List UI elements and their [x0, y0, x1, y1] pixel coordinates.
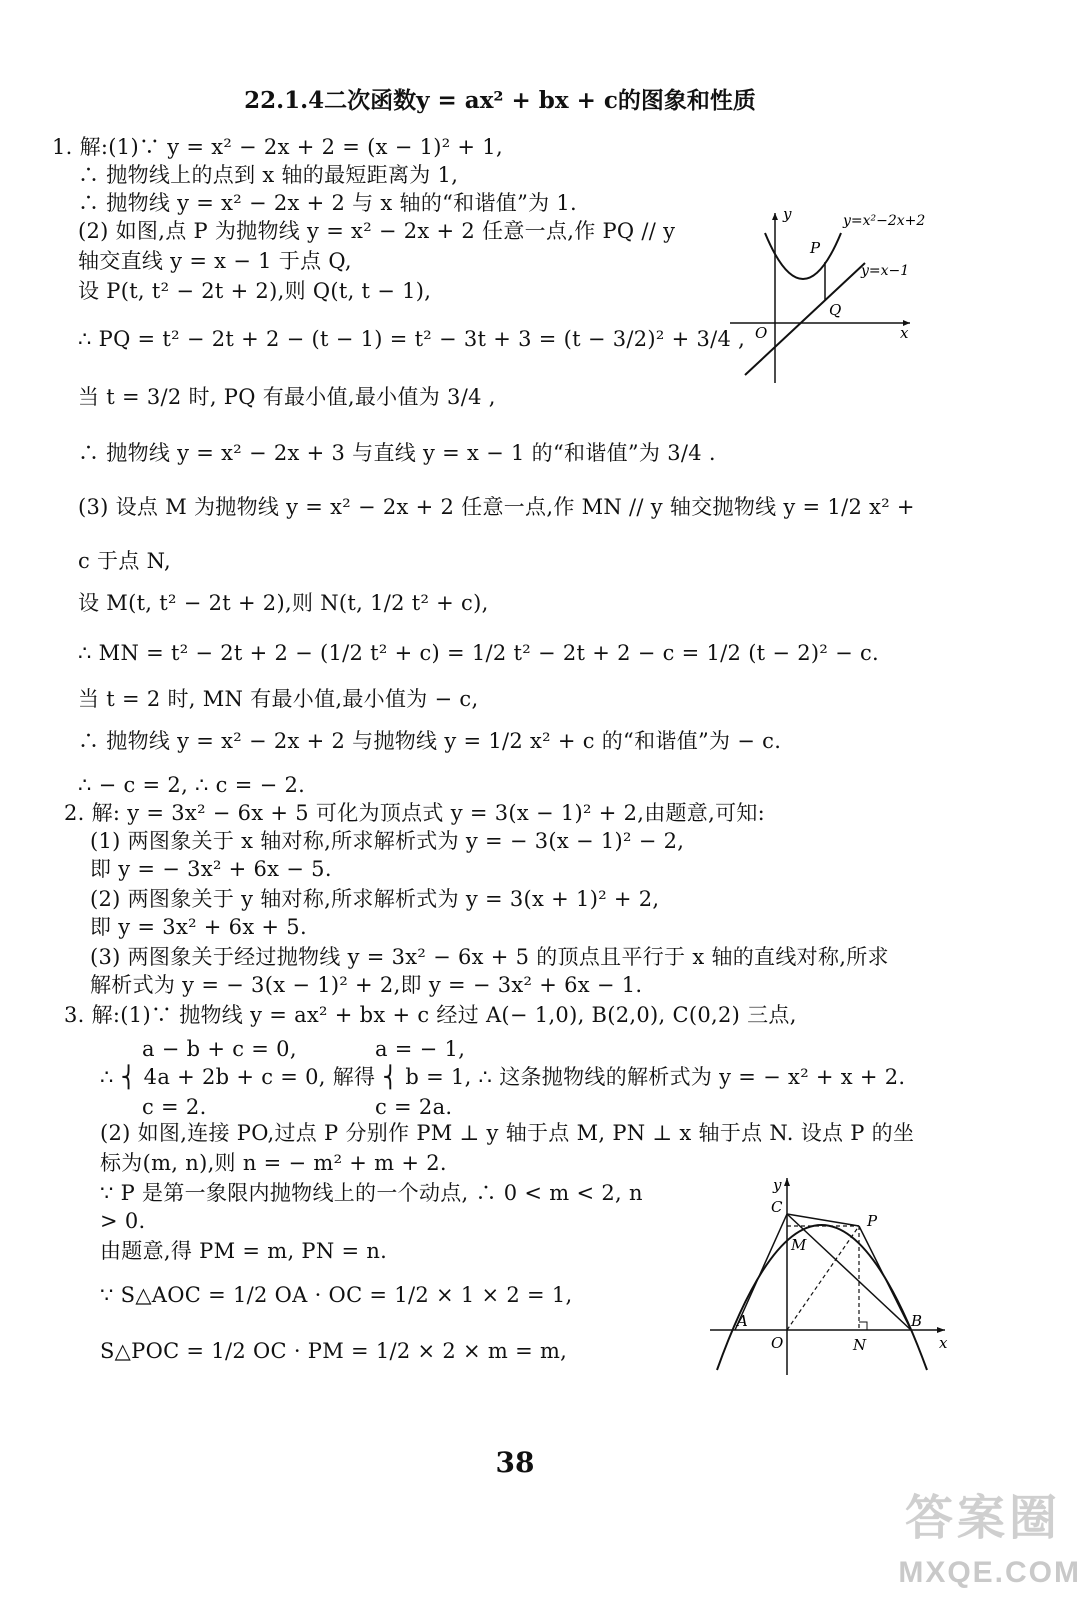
text-line: ∴ ⎨ 4a + 2b + c = 0, 解得 ⎨ b = 1, ∴ 这条抛物线的解析式为 y = − x² + x + 2. [100, 1065, 906, 1089]
text-line: (2) 如图,连接 PO,过点 P 分别作 PM ⊥ y 轴于点 M, PN ⊥ x 轴于点 N. 设点 P 的坐 [100, 1121, 915, 1145]
text-line: 3. 解:(1)∵ 抛物线 y = ax² + bx + c 经过 A(− 1,0), B(2,0), C(0,2) 三点, [64, 1003, 797, 1027]
curve-equation-label: y=x²−2x+2 [843, 213, 926, 229]
text-line: 即 y = 3x² + 6x + 5. [90, 915, 307, 939]
text-line: (2) 如图,点 P 为抛物线 y = x² − 2x + 2 任意一点,作 PQ // y [78, 219, 676, 243]
text-line: 1. 解:(1)∵ y = x² − 2x + 2 = (x − 1)² + 1, [52, 135, 503, 159]
point-p-label: P [867, 1212, 878, 1230]
text-line: 设 M(t, t² − 2t + 2),则 N(t, 1/2 t² + c), [78, 591, 489, 615]
point-c-label: C [771, 1198, 783, 1216]
section-title: 22.1.4二次函数y = ax² + bx + c的图象和性质 [244, 87, 756, 114]
y-label: y [773, 1176, 782, 1194]
point-a-label: A [737, 1312, 748, 1330]
text-line: 设 P(t, t² − 2t + 2),则 Q(t, t − 1), [78, 279, 432, 303]
text-line: ∴ MN = t² − 2t + 2 − (1/2 t² + c) = 1/2 t² − 2t + 2 − c = 1/2 (t − 2)² − c. [78, 641, 880, 665]
text-line: (1) 两图象关于 x 轴对称,所求解析式为 y = − 3(x − 1)² − 2, [90, 829, 685, 853]
text-line: ∴ 抛物线 y = x² − 2x + 2 与抛物线 y = 1/2 x² + c 的“和谐值”为 − c. [78, 729, 782, 753]
line-equation-label: y=x−1 [861, 263, 910, 279]
text-line: ∴ 抛物线 y = x² − 2x + 2 与 x 轴的“和谐值”为 1. [78, 191, 578, 215]
figure-parabola-line [725, 205, 945, 385]
y-label: y [783, 205, 792, 223]
text-line: 即 y = − 3x² + 6x − 5. [90, 857, 332, 881]
x-label: x [939, 1334, 948, 1352]
text-line: ∴ 抛物线上的点到 x 轴的最短距离为 1, [78, 163, 459, 187]
point-m-label: M [791, 1236, 807, 1254]
text-line: a − b + c = 0, [142, 1037, 297, 1061]
origin-label: O [755, 324, 768, 342]
point-n-label: N [853, 1336, 867, 1354]
point-p-label: P [810, 239, 821, 257]
text-line: ∴ 抛物线 y = x² − 2x + 3 与直线 y = x − 1 的“和谐值”为 3/4 . [78, 441, 716, 465]
text-line: ∵ S△AOC = 1/2 OA · OC = 1/2 × 1 × 2 = 1, [100, 1283, 573, 1307]
point-q-label: Q [829, 301, 842, 319]
text-line: (2) 两图象关于 y 轴对称,所求解析式为 y = 3(x + 1)² + 2, [90, 887, 660, 911]
text-line: (3) 两图象关于经过抛物线 y = 3x² − 6x + 5 的顶点且平行于 x 轴的直线对称,所求 [90, 945, 889, 969]
text-line: ∴ − c = 2, ∴ c = − 2. [78, 773, 306, 797]
text-line: ∴ PQ = t² − 2t + 2 − (t − 1) = t² − 3t + 3 = (t − 3/2)² + 3/4 , [78, 327, 746, 351]
text-line: 标为(m, n),则 n = − m² + m + 2. [100, 1151, 447, 1175]
x-label: x [900, 324, 909, 342]
text-line: 当 t = 2 时, MN 有最小值,最小值为 − c, [78, 687, 479, 711]
watermark-url: MXQE.COM [898, 1556, 1081, 1589]
watermark-logo: 答案圈 [904, 1492, 1061, 1545]
text-line: c = 2. [142, 1095, 207, 1119]
segment-cb [787, 1214, 911, 1330]
text-line: a = − 1, [375, 1037, 466, 1061]
text-line: 轴交直线 y = x − 1 于点 Q, [78, 249, 352, 273]
text-line: 2. 解: y = 3x² − 6x + 5 可化为顶点式 y = 3(x − 1)² + 2,由题意,可知: [64, 801, 766, 825]
right-angle-mark [859, 1322, 867, 1330]
text-line: > 0. [100, 1209, 146, 1233]
text-line: S△POC = 1/2 OC · PM = 1/2 × 2 × m = m, [100, 1339, 568, 1363]
point-b-label: B [911, 1312, 923, 1330]
text-line: c 于点 N, [78, 549, 171, 573]
text-line: ∵ P 是第一象限内抛物线上的一个动点, ∴ 0 < m < 2, n [100, 1181, 643, 1205]
text-line: 解析式为 y = − 3(x − 1)² + 2,即 y = − 3x² + 6x − 1. [90, 973, 643, 997]
segment-pb [859, 1226, 911, 1330]
text-line: (3) 设点 M 为抛物线 y = x² − 2x + 2 任意一点,作 MN // y 轴交抛物线 y = 1/2 x² + [78, 495, 915, 519]
text-line: c = 2a. [375, 1095, 453, 1119]
origin-label: O [771, 1334, 784, 1352]
figure-parabola-abc [705, 1170, 955, 1380]
parabola-curve [765, 233, 841, 279]
page-number: 38 [495, 1446, 535, 1479]
text-line: 当 t = 3/2 时, PQ 有最小值,最小值为 3/4 , [78, 385, 496, 409]
text-line: 由题意,得 PM = m, PN = n. [100, 1239, 388, 1263]
